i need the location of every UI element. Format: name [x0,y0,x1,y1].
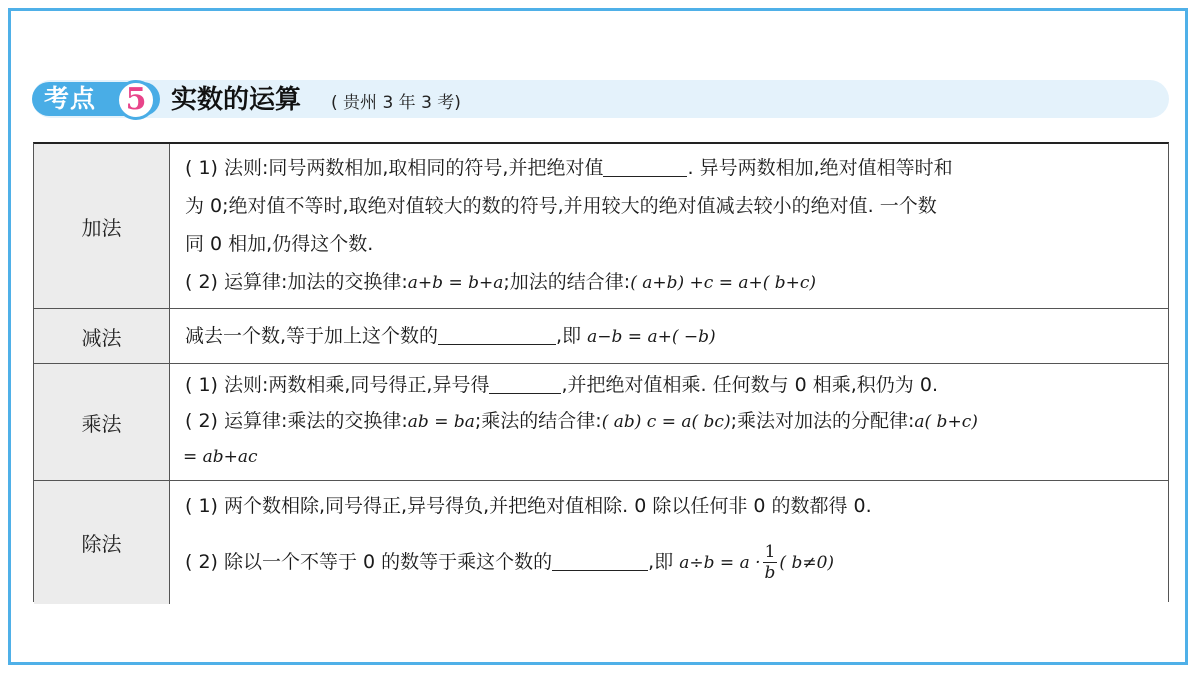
addition-line-3: 同 0 相加,仍得这个数. [185,233,374,255]
table-row-subtraction [34,309,1168,364]
section-note: ( 贵州 3 年 3 考) [331,93,461,113]
section-title: 实数的运算 [171,85,302,115]
row-content-division [171,481,1168,604]
table-row-division [34,481,1168,604]
division-line-2: ( 2) 除以一个不等于 0 的数等于乘这个数的 ,即 a÷b = a · $\frac{1}{b}$ ( b≠0) [185,542,835,583]
multiplication-line-2: ( 2) 运算律:乘法的交换律:ab = ba;乘法的结合律:( ab) c = a( bc);乘法对加法的分配律:a( b+c) [185,410,978,432]
row-label-addition: 加法 [34,144,170,308]
addition-line-4: ( 2) 运算律:加法的交换律:a+b = b+a;加法的结合律:( a+b) +c = a+( b+c) [185,271,817,293]
row-label-subtraction: 减法 [34,309,170,363]
table-row-multiplication [34,364,1168,481]
row-label-multiplication: 乘法 [34,364,170,480]
answer-blank [489,371,561,394]
answer-blank [438,322,556,345]
addition-line-2: 为 0;绝对值不等时,取绝对值较大的数的符号,并用较大的绝对值减去较小的绝对值. 一个数 [185,195,937,217]
row-label-division: 除法 [34,481,170,604]
addition-line-1: ( 1) 法则:同号两数相加,取相同的符号,并把绝对值 . 异号两数相加,绝对值相等时和 [185,153,1160,183]
multiplication-line-1: ( 1) 法则:两数相乘,同号得正,异号得 ,并把绝对值相乘. 任何数与 0 相乘,积仍为 0. [185,370,1160,400]
row-content-subtraction [171,309,1168,363]
kaodian-label: 考点 [44,84,97,113]
division-line-1: ( 1) 两个数相除,同号得正,异号得负,并把绝对值相除. 0 除以任何非 0 的数都得 0. [185,495,872,517]
answer-blank [603,154,687,177]
fraction-one-over-b: $\frac{1}{b}$ [764,542,776,583]
answer-blank [552,548,648,571]
multiplication-line-3: = ab+ac [183,447,258,467]
kaodian-number: 5 [116,80,156,120]
row-content-multiplication [171,364,1168,480]
subtraction-line-1: 减去一个数,等于加上这个数的 ,即 a−b = a+( −b) [185,321,1160,351]
operations-table [33,142,1169,602]
row-content-addition [171,144,1168,308]
table-row-addition [34,144,1168,309]
